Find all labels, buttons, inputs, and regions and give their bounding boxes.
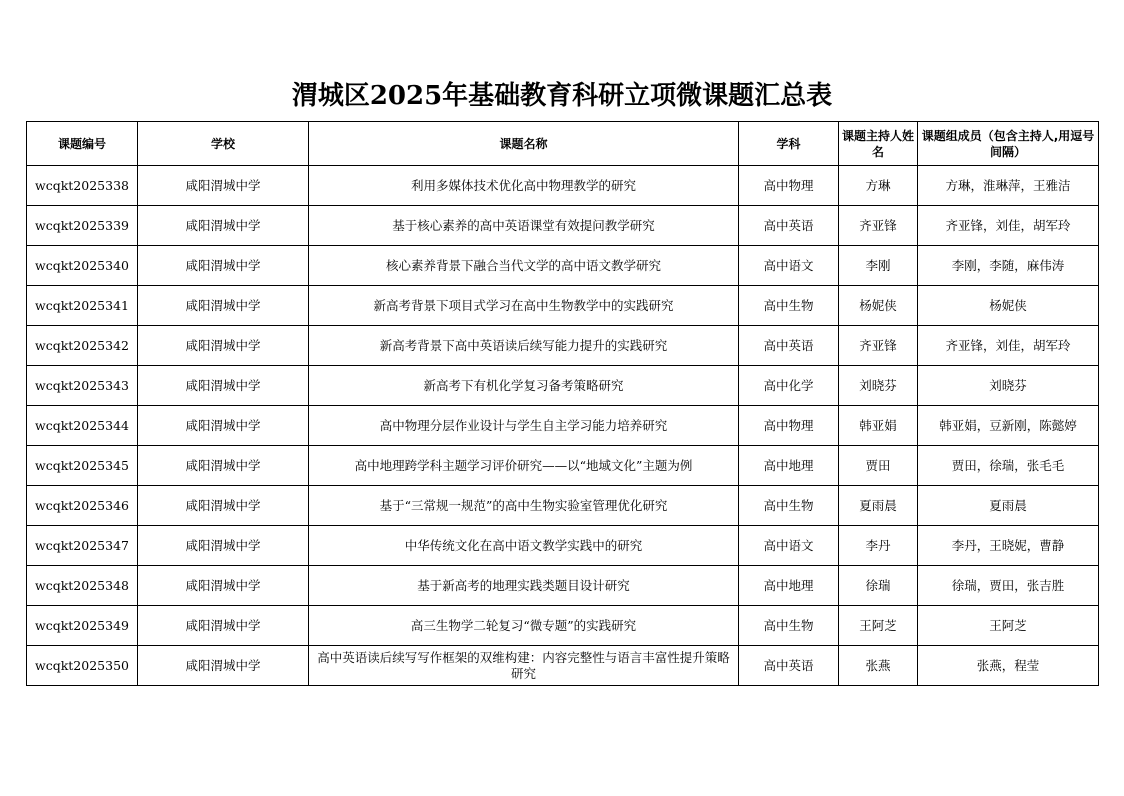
cell-school: 咸阳渭城中学 [138, 606, 309, 646]
cell-subject: 高中生物 [739, 486, 839, 526]
table-row [27, 406, 1099, 446]
header-name: 课题名称 [309, 122, 739, 166]
table-row [27, 526, 1099, 566]
cell-host: 刘晓芬 [839, 366, 918, 406]
table-row [27, 246, 1099, 286]
cell-subject: 高中地理 [739, 446, 839, 486]
cell-subject: 高中生物 [739, 286, 839, 326]
cell-subject: 高中物理 [739, 406, 839, 446]
cell-subject: 高中语文 [739, 246, 839, 286]
cell-school: 咸阳渭城中学 [138, 566, 309, 606]
cell-project-name: 基于新高考的地理实践类题目设计研究 [309, 566, 739, 606]
cell-host: 李丹 [839, 526, 918, 566]
cell-project-code: wcqkt2025342 [27, 326, 138, 366]
table-row [27, 446, 1099, 486]
cell-school: 咸阳渭城中学 [138, 526, 309, 566]
cell-subject: 高中物理 [739, 166, 839, 206]
table-row [27, 326, 1099, 366]
cell-members: 王阿芝 [918, 606, 1099, 646]
cell-members: 刘晓芬 [918, 366, 1099, 406]
cell-subject: 高中语文 [739, 526, 839, 566]
header-school: 学校 [138, 122, 309, 166]
header-members: 课题组成员（包含主持人,用逗号间隔） [918, 122, 1099, 166]
cell-project-name: 高中地理跨学科主题学习评价研究——以“地域文化”主题为例 [309, 446, 739, 486]
cell-subject: 高中英语 [739, 206, 839, 246]
cell-host: 齐亚锋 [839, 326, 918, 366]
cell-members: 杨妮侠 [918, 286, 1099, 326]
table-body [27, 166, 1099, 686]
cell-project-name: 高中物理分层作业设计与学生自主学习能力培养研究 [309, 406, 739, 446]
cell-members: 李刚，李随，麻伟涛 [918, 246, 1099, 286]
cell-host: 贾田 [839, 446, 918, 486]
cell-project-name: 利用多媒体技术优化高中物理教学的研究 [309, 166, 739, 206]
cell-school: 咸阳渭城中学 [138, 326, 309, 366]
cell-school: 咸阳渭城中学 [138, 486, 309, 526]
cell-project-name: 高三生物学二轮复习“微专题”的实践研究 [309, 606, 739, 646]
cell-project-code: wcqkt2025350 [27, 646, 138, 686]
cell-school: 咸阳渭城中学 [138, 286, 309, 326]
cell-project-name: 新高考背景下项目式学习在高中生物教学中的实践研究 [309, 286, 739, 326]
header-code: 课题编号 [27, 122, 138, 166]
table-row [27, 646, 1099, 686]
cell-host: 李刚 [839, 246, 918, 286]
cell-school: 咸阳渭城中学 [138, 446, 309, 486]
table-row [27, 366, 1099, 406]
cell-project-code: wcqkt2025341 [27, 286, 138, 326]
cell-subject: 高中化学 [739, 366, 839, 406]
cell-host: 夏雨晨 [839, 486, 918, 526]
cell-host: 韩亚娟 [839, 406, 918, 446]
cell-project-name: 新高考下有机化学复习备考策略研究 [309, 366, 739, 406]
cell-subject: 高中英语 [739, 646, 839, 686]
cell-project-code: wcqkt2025343 [27, 366, 138, 406]
cell-members: 韩亚娟，豆新刚，陈懿婷 [918, 406, 1099, 446]
cell-school: 咸阳渭城中学 [138, 406, 309, 446]
cell-members: 徐瑞，贾田，张吉胜 [918, 566, 1099, 606]
table-row [27, 606, 1099, 646]
table-header-row [27, 122, 1099, 166]
cell-project-name: 基于核心素养的高中英语课堂有效提问教学研究 [309, 206, 739, 246]
cell-project-code: wcqkt2025346 [27, 486, 138, 526]
cell-host: 方琳 [839, 166, 918, 206]
cell-project-name: 核心素养背景下融合当代文学的高中语文教学研究 [309, 246, 739, 286]
cell-subject: 高中生物 [739, 606, 839, 646]
cell-school: 咸阳渭城中学 [138, 246, 309, 286]
cell-project-name: 新高考背景下高中英语读后续写能力提升的实践研究 [309, 326, 739, 366]
cell-project-name: 基于“三常规一规范”的高中生物实验室管理优化研究 [309, 486, 739, 526]
cell-project-code: wcqkt2025340 [27, 246, 138, 286]
cell-project-code: wcqkt2025338 [27, 166, 138, 206]
cell-project-code: wcqkt2025344 [27, 406, 138, 446]
cell-project-code: wcqkt2025348 [27, 566, 138, 606]
cell-host: 王阿芝 [839, 606, 918, 646]
table-row [27, 166, 1099, 206]
table-row [27, 566, 1099, 606]
table-row [27, 486, 1099, 526]
cell-members: 李丹，王晓妮，曹静 [918, 526, 1099, 566]
cell-project-name: 高中英语读后续写写作框架的双维构建：内容完整性与语言丰富性提升策略研究 [309, 646, 739, 686]
cell-project-code: wcqkt2025349 [27, 606, 138, 646]
cell-members: 张燕，程莹 [918, 646, 1099, 686]
cell-members: 夏雨晨 [918, 486, 1099, 526]
header-host: 课题主持人姓名 [839, 122, 918, 166]
cell-host: 徐瑞 [839, 566, 918, 606]
cell-school: 咸阳渭城中学 [138, 206, 309, 246]
cell-project-code: wcqkt2025345 [27, 446, 138, 486]
cell-members: 齐亚锋，刘佳，胡军玲 [918, 326, 1099, 366]
cell-subject: 高中地理 [739, 566, 839, 606]
cell-members: 方琳，淮琳萍，王雅洁 [918, 166, 1099, 206]
cell-host: 张燕 [839, 646, 918, 686]
table-row [27, 206, 1099, 246]
header-subject: 学科 [739, 122, 839, 166]
cell-project-name: 中华传统文化在高中语文教学实践中的研究 [309, 526, 739, 566]
cell-host: 齐亚锋 [839, 206, 918, 246]
cell-subject: 高中英语 [739, 326, 839, 366]
cell-school: 咸阳渭城中学 [138, 166, 309, 206]
table-row [27, 286, 1099, 326]
cell-members: 齐亚锋，刘佳，胡军玲 [918, 206, 1099, 246]
cell-project-code: wcqkt2025347 [27, 526, 138, 566]
cell-project-code: wcqkt2025339 [27, 206, 138, 246]
page-title: 渭城区2025年基础教育科研立项微课题汇总表 [291, 81, 833, 111]
cell-host: 杨妮侠 [839, 286, 918, 326]
cell-school: 咸阳渭城中学 [138, 646, 309, 686]
project-summary-table [26, 121, 1099, 686]
cell-members: 贾田，徐瑞，张毛毛 [918, 446, 1099, 486]
cell-school: 咸阳渭城中学 [138, 366, 309, 406]
